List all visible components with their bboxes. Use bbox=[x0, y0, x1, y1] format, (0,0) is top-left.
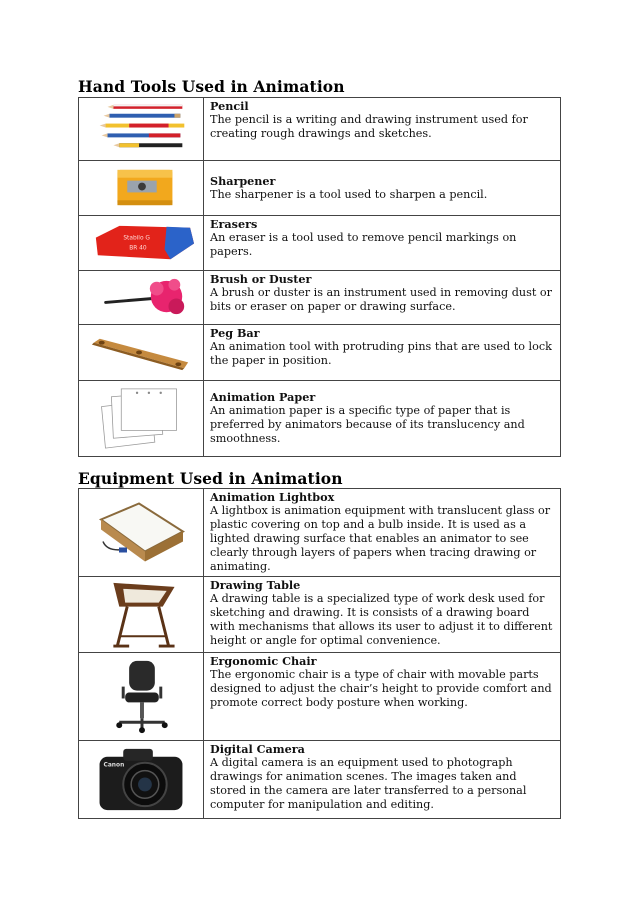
eraser-image-cell bbox=[79, 216, 204, 271]
ergonomic-chair-text-cell bbox=[204, 653, 561, 741]
drawing-table-text-cell bbox=[204, 577, 561, 653]
item-description: An animation tool with protruding pins that are used to lock the paper in position. bbox=[210, 340, 552, 367]
item-title: Brush or Duster bbox=[210, 272, 312, 286]
equipment-table bbox=[78, 488, 561, 819]
table-row bbox=[79, 653, 561, 741]
hand-tools-table bbox=[78, 97, 561, 457]
drawing-table-image-cell bbox=[79, 577, 204, 653]
item-title: Pencil bbox=[210, 99, 249, 113]
item-description: An eraser is a tool used to remove pencil markings on papers. bbox=[210, 231, 517, 258]
duster-icon bbox=[79, 271, 203, 324]
table-row bbox=[79, 98, 561, 161]
hand-tools-heading: Hand Tools Used in Animation bbox=[78, 77, 345, 96]
pencil-text-cell bbox=[204, 98, 561, 161]
duster-image-cell bbox=[79, 271, 204, 325]
ergonomic-chair-image-cell bbox=[79, 653, 204, 741]
item-description: The pencil is a writing and drawing instrument used for creating rough drawings and sketches. bbox=[210, 113, 528, 140]
sharpener-image-cell bbox=[79, 161, 204, 216]
table-row bbox=[79, 577, 561, 653]
eraser-icon bbox=[79, 216, 203, 270]
item-title: Peg Bar bbox=[210, 326, 260, 340]
eraser-brand-label: Stabilo G bbox=[123, 235, 150, 242]
lightbox-icon bbox=[79, 489, 203, 576]
item-description: A lightbox is animation equipment with translucent glass or plastic covering on top and a bulb inside. It is used as a lighted drawing surface that enables an animator to see clearly through layers of papers when tracing drawing or animating. bbox=[210, 504, 551, 573]
pencil-image-cell bbox=[79, 98, 204, 161]
table-row bbox=[79, 271, 561, 325]
eraser-text-cell bbox=[204, 216, 561, 271]
item-title: Digital Camera bbox=[210, 742, 305, 756]
digital-camera-icon bbox=[79, 741, 203, 818]
drawing-table-icon bbox=[79, 577, 203, 652]
ergonomic-chair-icon bbox=[79, 653, 203, 740]
table-row bbox=[79, 216, 561, 271]
table-row bbox=[79, 381, 561, 457]
duster-text-cell bbox=[204, 271, 561, 325]
item-title: Drawing Table bbox=[210, 578, 301, 592]
item-title: Erasers bbox=[210, 217, 258, 231]
peg-bar-icon bbox=[79, 325, 203, 380]
table-row bbox=[79, 489, 561, 577]
item-description: A drawing table is a specialized type of work desk used for sketching and drawing. It is consists of a drawing board with mechanisms that allows its user to adjust it to different height or angle for optimal convenience. bbox=[210, 592, 553, 647]
animation-paper-image-cell bbox=[79, 381, 204, 457]
sharpener-text-cell bbox=[204, 161, 561, 216]
item-title: Ergonomic Chair bbox=[210, 654, 317, 668]
equipment-heading: Equipment Used in Animation bbox=[78, 469, 343, 488]
item-description: A brush or duster is an instrument used in removing dust or bits or eraser on paper or drawing surface. bbox=[210, 286, 552, 313]
animation-paper-text-cell bbox=[204, 381, 561, 457]
item-description: A digital camera is an equipment used to photograph drawings for animation scenes. The images taken and stored in the camera are later transferred to a personal computer for manipulation and editing. bbox=[210, 756, 527, 811]
table-row bbox=[79, 741, 561, 819]
item-description: An animation paper is a specific type of paper that is preferred by animators because of its translucency and smoothness. bbox=[210, 404, 525, 445]
peg-bar-text-cell bbox=[204, 325, 561, 381]
item-description: The sharpener is a tool used to sharpen a pencil. bbox=[210, 188, 488, 201]
digital-camera-text-cell bbox=[204, 741, 561, 819]
table-row bbox=[79, 161, 561, 216]
lightbox-text-cell bbox=[204, 489, 561, 577]
camera-brand-label: Canon bbox=[103, 762, 125, 769]
animation-paper-icon bbox=[79, 381, 203, 456]
item-title: Sharpener bbox=[210, 174, 276, 188]
table-row bbox=[79, 325, 561, 381]
item-title: Animation Lightbox bbox=[210, 490, 335, 504]
peg-bar-image-cell bbox=[79, 325, 204, 381]
item-description: The ergonomic chair is a type of chair with movable parts designed to adjust the chair’s height to provide comfort and promote correct body posture when working. bbox=[210, 668, 552, 709]
sharpener-icon bbox=[79, 161, 203, 215]
lightbox-image-cell bbox=[79, 489, 204, 577]
pencil-icon bbox=[79, 98, 203, 160]
digital-camera-image-cell bbox=[79, 741, 204, 819]
eraser-model-label: BR 40 bbox=[129, 245, 147, 252]
item-title: Animation Paper bbox=[210, 390, 316, 404]
